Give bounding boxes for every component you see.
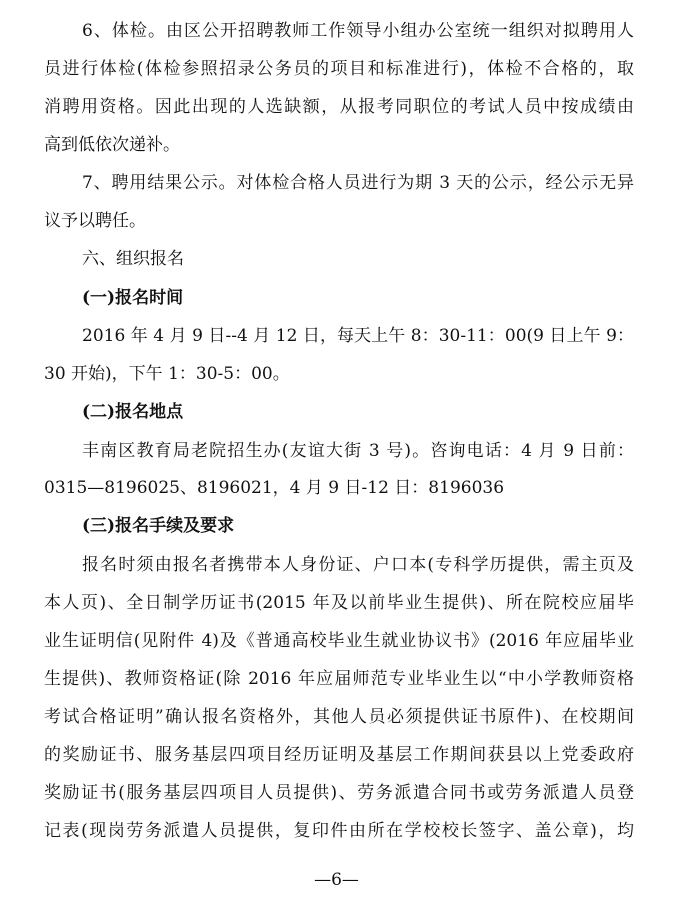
paragraph-medical-exam-line-1: 6、体检。由区公开招聘教师工作领导小组办公室统一组织对拟聘用人 [82, 21, 634, 41]
heading-registration-location: (二)报名地点 [82, 402, 184, 422]
paragraph-medical-exam-line-3: 消聘用资格。因此出现的人选缺额，从报考同职位的考试人员中按成绩由 [44, 97, 634, 117]
procedures-line-8: 记表(现岗劳务派遣人员提供，复印件由所在学校校长签字、盖公章)，均 [44, 821, 634, 841]
section-six-heading: 六、组织报名 [82, 249, 184, 269]
procedures-line-3: 业生证明信(见附件 4)及《普通高校毕业生就业协议书》(2016 年应届毕业 [44, 631, 634, 651]
procedures-line-7: 奖励证书(服务基层四项目人员提供)、劳务派遣合同书或劳务派遣人员登 [44, 783, 634, 803]
procedures-line-6: 的奖励证书、服务基层四项目经历证明及基层工作期间获县以上党委政府 [44, 745, 634, 765]
paragraph-medical-exam-line-2: 员进行体检(体检参照招录公务员的项目和标准进行)，体检不合格的，取 [44, 59, 634, 79]
paragraph-medical-exam-line-4: 高到低依次递补。 [44, 135, 180, 155]
heading-registration-procedures: (三)报名手续及要求 [82, 516, 235, 536]
procedures-line-2: 本人页)、全日制学历证书(2015 年及以前毕业生提供)、所在院校应届毕 [44, 593, 634, 613]
procedures-line-1: 报名时须由报名者携带本人身份证、户口本(专科学历提供，需主页及 [82, 555, 634, 575]
procedures-line-4: 生提供)、教师资格证(除 2016 年应届师范专业毕业生以“中小学教师资格 [44, 669, 634, 689]
registration-time-line-2: 30 开始)，下午 1：30-5：00。 [44, 364, 290, 384]
registration-location-line-1: 丰南区教育局老院招生办(友谊大街 3 号)。咨询电话：4 月 9 日前： [82, 441, 634, 461]
paragraph-hiring-result-line-2: 议予以聘任。 [44, 211, 146, 231]
heading-registration-time: (一)报名时间 [82, 288, 184, 308]
registration-time-line-1: 2016 年 4 月 9 日--4 月 12 日，每天上午 8：30-11：00(9 日上午 9： [82, 326, 634, 346]
paragraph-hiring-result-line-1: 7、聘用结果公示。对体检合格人员进行为期 3 天的公示，经公示无异 [82, 173, 634, 193]
page-number: —6— [314, 870, 359, 890]
procedures-line-5: 考试合格证明”确认报名资格外，其他人员必须提供证书原件)、在校期间 [44, 707, 634, 727]
registration-location-line-2: 0315—8196025、8196021，4 月 9 日-12 日：8196036 [44, 478, 505, 498]
